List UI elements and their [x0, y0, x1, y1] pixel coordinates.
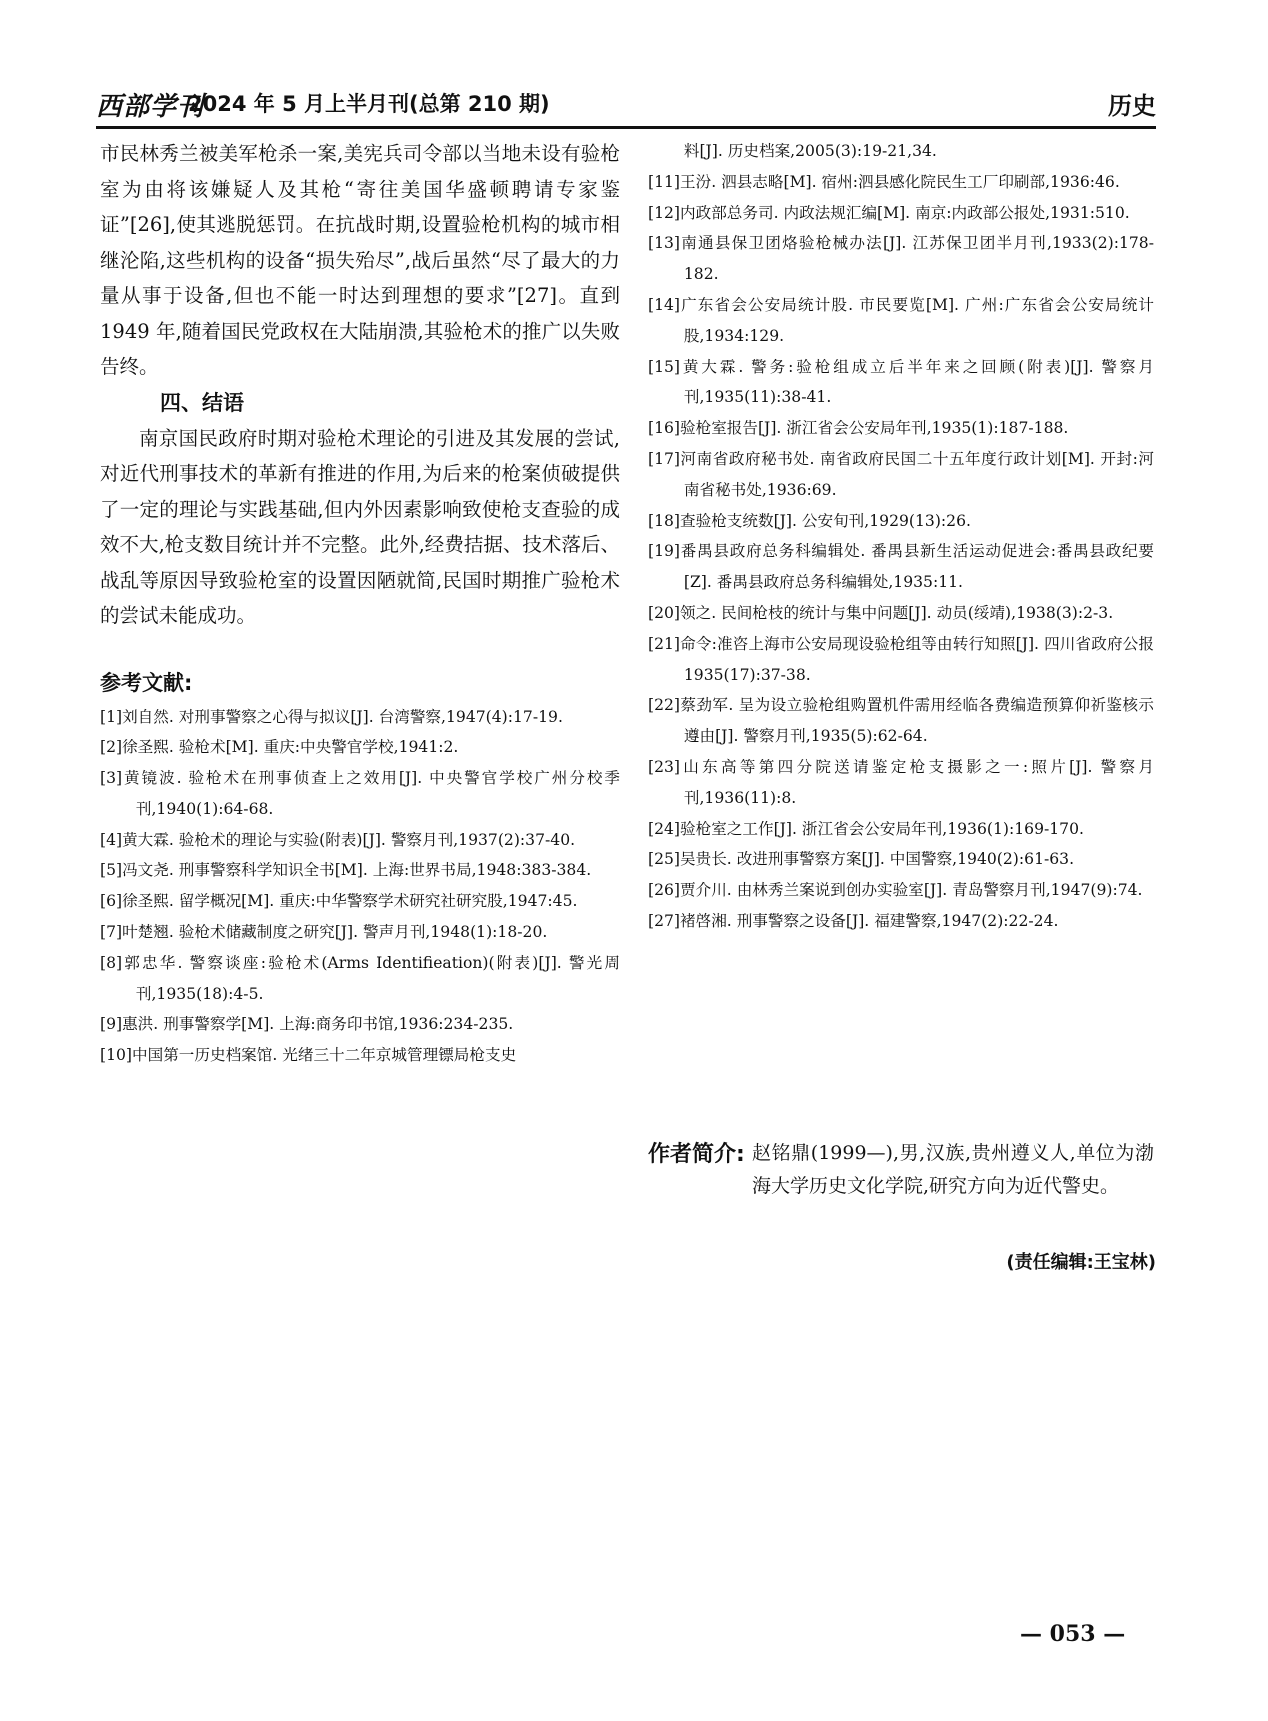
author-bio-text: 赵铭鼎(1999—),男,汉族,贵州遵义人,单位为渤海大学历史文化学院,研究方向为近代警史。 [752, 1142, 1154, 1197]
reference-item: [12]内政部总务司. 内政法规汇编[M]. 南京:内政部公报处,1931:510. [648, 203, 1130, 222]
reference-item: [25]吴贵长. 改进刑事警察方案[J]. 中国警察,1940(2):61-63. [648, 850, 1075, 869]
header-rule [96, 126, 1156, 129]
reference-item: [2]徐圣熙. 验枪术[M]. 重庆:中央警官学校,1941:2. [100, 738, 459, 757]
reference-item: [3]黄镜波. 验枪术在刑事侦查上之效用[J]. 中央警官学校广州分校季刊,1940(1):64-68. [100, 769, 620, 818]
page-number: — 053 — [1020, 1621, 1126, 1647]
journal-logo: 西部学刊 [96, 92, 205, 122]
reference-item: [26]贾介川. 由林秀兰案说到创办实验室[J]. 青岛警察月刊,1947(9):74. [648, 881, 1143, 900]
responsible-editor: (责任编辑:王宝林) [1006, 1252, 1156, 1273]
reference-item: [19]番禺县政府总务科编辑处. 番禺县新生活运动促进会:番禺县政纪要[Z]. 番禺县政府总务科编辑处,1935:11. [648, 542, 1154, 592]
page-header [96, 86, 1156, 124]
reference-item: [1]刘自然. 对刑事警察之心得与拟议[J]. 台湾警察,1947(4):17-19. [100, 707, 563, 726]
reference-item: [17]河南省政府秘书处. 南省政府民国二十五年度行政计划[M]. 开封:河南省秘书处,1936:69. [648, 449, 1154, 499]
section-label: 历史 [1108, 92, 1156, 120]
reference-item: [4]黄大霖. 验枪术的理论与实验(附表)[J]. 警察月刊,1937(2):37-40. [100, 830, 576, 849]
reference-item: [8]郭忠华. 警察谈座:验枪术(Arms Identifieation)(附表)[J]. 警光周刊,1935(18):4-5. [100, 953, 620, 1003]
reference-item: [23]山东高等第四分院送请鉴定枪支摄影之一:照片[J]. 警察月刊,1936(11):8. [648, 757, 1154, 807]
reference-item: [9]惠洪. 刑事警察学[M]. 上海:商务印书馆,1936:234-235. [100, 1015, 514, 1034]
references-heading: 参考文献: [100, 670, 193, 695]
reference-item: [20]领之. 民间枪枝的统计与集中问题[J]. 动员(绥靖),1938(3):2-3. [648, 603, 1114, 622]
reference-item: [6]徐圣熙. 留学概况[M]. 重庆:中华警察学术研究社研究股,1947:45. [100, 892, 578, 911]
reference-item: [5]冯文尧. 刑事警察科学知识全书[M]. 上海:世界书局,1948:383-384. [100, 861, 592, 880]
reference-item: [24]验枪室之工作[J]. 浙江省会公安局年刊,1936(1):169-170. [648, 819, 1084, 838]
reference-item: [21]命令:准咨上海市公安局现设验枪组等由转行知照[J]. 四川省政府公报 1935(17):37-38. [648, 634, 1154, 684]
reference-item: [13]南通县保卫团烙验枪械办法[J]. 江苏保卫团半月刊,1933(2):178-182. [648, 234, 1154, 284]
reference-item: [22]蔡劲军. 呈为设立验枪组购置机件需用经临各费编造预算仰祈鉴核示遵由[J]. 警察月刊,1935(5):62-64. [648, 696, 1154, 746]
reference-item: [7]叶楚翘. 验枪术储藏制度之研究[J]. 警声月刊,1948(1):18-20. [100, 923, 548, 942]
reference-continuation: 料[J]. 历史档案,2005(3):19-21,34. [683, 142, 937, 160]
reference-item: [27]褚啓湘. 刑事警察之设备[J]. 福建警察,1947(2):22-24. [648, 911, 1059, 930]
right-column [648, 136, 1154, 937]
author-bio-label: 作者简介: [648, 1142, 745, 1167]
left-column [100, 136, 620, 1071]
body-paragraph: 南京国民政府时期对验枪术理论的引进及其发展的尝试,对近代刑事技术的革新有推进的作用,为后来的枪案侦破提供了一定的理论与实践基础,但内外因素影响致使枪支查验的成效不大,枪支数目统计并不完整。此外,经费拮据、技术落后、战乱等原因导致验枪室的设置因陋就简,民国时期推广验枪术的尝试未能成功。 [100, 426, 620, 627]
issue-info: 2024 年 5 月上半月刊(总第 210 期) [188, 92, 550, 116]
section-heading: 四、结语 [160, 390, 244, 415]
reference-item: [11]王汾. 泗县志略[M]. 宿州:泗县感化院民生工厂印刷部,1936:46. [648, 172, 1120, 191]
reference-item: [18]查验枪支统数[J]. 公安旬刊,1929(13):26. [648, 511, 971, 530]
reference-item: [15]黄大霖. 警务:验枪组成立后半年来之回顾(附表)[J]. 警察月刊,1935(11):38-41. [648, 357, 1154, 407]
reference-item: [16]验枪室报告[J]. 浙江省会公安局年刊,1935(1):187-188. [648, 419, 1069, 438]
reference-item: [14]广东省会公安局统计股. 市民要览[M]. 广州:广东省会公安局统计股,1934:129. [648, 295, 1154, 345]
body-paragraph: 市民林秀兰被美军枪杀一案,美宪兵司令部以当地未设有验枪室为由将该嫌疑人及其枪“寄往美国华盛顿聘请专家鉴证”[26],使其逃脱惩罚。在抗战时期,设置验枪机构的城市相继沦陷,这些机构的设备“损失殆尽”,战后虽然“尽了最大的力量从事于设备,但也不能一时达到理想的要求”[27]。直到 1949 年,随着国民党政权在大陆崩溃,其验枪术的推广以失败告终。 [100, 142, 620, 378]
reference-item: [10]中国第一历史档案馆. 光绪三十二年京城管理镖局枪支史 [100, 1046, 517, 1065]
